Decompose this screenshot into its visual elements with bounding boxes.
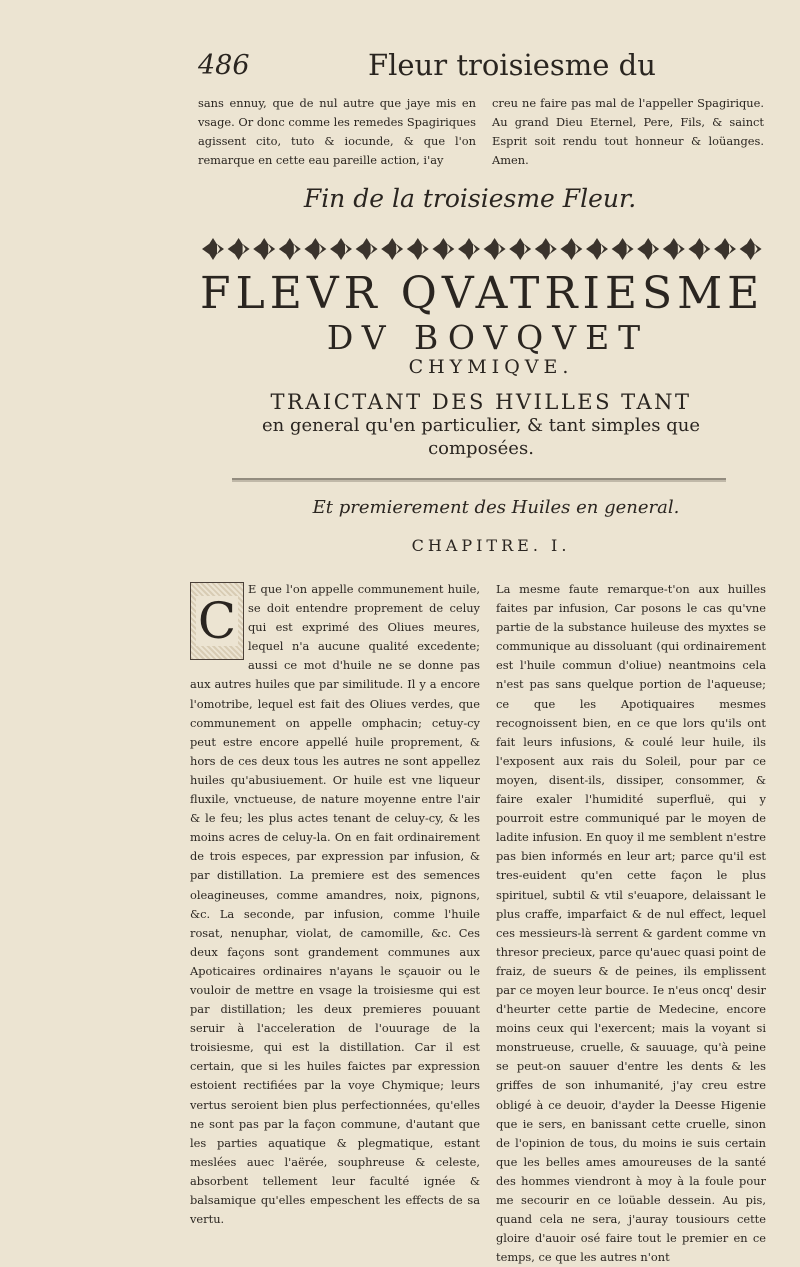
ornament-motif	[304, 238, 326, 260]
top-left-text: sans ennuy, que de nul autre que jaye mis en vsage. Or donc comme les remedes Spagiriques agissent cito, tuto & iocunde, & que l'on remarque en cette eau pareille action, i'ay	[198, 96, 476, 168]
ornament-band	[200, 234, 762, 264]
title-line-2: DV BOVQVET	[326, 318, 650, 357]
title-line-4: TRAICTANT DES HVILLES TANT	[270, 390, 692, 414]
ornament-motif	[356, 238, 378, 260]
ornament-motif	[586, 238, 608, 260]
ornament-motif	[535, 238, 557, 260]
ornament-motif	[253, 238, 275, 260]
body-left-column	[190, 580, 480, 1229]
top-right-column	[492, 94, 764, 170]
section-subtitle: Et premierement des Huiles en general.	[312, 497, 680, 518]
ornament-motif	[202, 238, 224, 260]
ornament-motif	[432, 238, 454, 260]
drop-cap	[190, 582, 244, 660]
top-left-column	[198, 94, 476, 170]
chapter-heading: CHAPITRE. I.	[411, 536, 571, 555]
ornament-motif	[279, 238, 301, 260]
running-title: Fleur troisiesme du	[368, 48, 656, 82]
body-right-column	[496, 580, 766, 1267]
title-line-1: FLEVR QVATRIESME	[200, 268, 765, 319]
ornament-motif	[509, 238, 531, 260]
ornament-motif	[484, 238, 506, 260]
ornament-motif	[330, 238, 352, 260]
ornament-motif	[612, 238, 634, 260]
ornament-motif	[381, 238, 403, 260]
ornament-motif	[637, 238, 659, 260]
ornament-motif	[714, 238, 736, 260]
separator-rule	[232, 478, 726, 482]
ornament-motif	[560, 238, 582, 260]
ornament-motif	[688, 238, 710, 260]
ornament-motif	[407, 238, 429, 260]
drop-cap-letter: C	[197, 592, 237, 650]
title-line-3: CHYMIQVE.	[408, 356, 574, 378]
body-right-text: La mesme faute remarque-t'on aux huilles faites par infusion, Car posons le cas qu'vne partie de la substance huileuse des myxtes se communique au dissoluant (qui ordinairement est l'huile commun d'oliue) neantmoins cela n'est pas sans quelque portion de l'aqueuse; ce que les Apotiquaires mesmes recognoissent bien, en ce que lors qu'ils ont fait leurs infusions, & coulé leur huile, ils l'exposent aux rais du Soleil, pour par ce moyen, disent-ils, dissiper, consommer, & faire exaler l'humidité superfluë, qui y pourroit estre communiqué par le moyen de ladite infusion. En quoy il me semblent n'estre pas bien informés en leur art; parce qu'il est tres-euident qu'en cette façon le plus spirituel, subtil & vtil s'euapore, delaissant le plus craffe, imparfaict & de nul effect, lequel ces messieurs-là serrent & gardent comme vn thresor precieux, parce qu'auec quasi point de fraiz, de sueurs & de peines, ils emplissent par ce moyen leur bource. Ie n'eus oncq' desir d'heurter cette partie de Medecine, encore moins ceux qui l'exercent; mais la voyant si monstrueuse, cruelle, & sauuage, qu'à peine se peut-on sauuer d'entre les dents & les griffes de son inhumanité, j'ay creu estre obligé à ce deuoir, d'ayder la Deesse Higenie que ie sers, en banissant cette cruelle, sinon de l'opinion de tous, du moins ie suis certain que les belles ames amoureuses de la santé des hommes viendront à moy à la foule pour me secourir en ce loüable dessein. Au pis, quand cela ne sera, j'auray tousiours cette gloire d'auoir osé faire tout le premier en ce temps, ce que les autres n'ont	[496, 582, 766, 1265]
page-number: 486	[198, 50, 250, 81]
top-right-text: creu ne faire pas mal de l'appeller Spagirique. Au grand Dieu Eternel, Pere, Fils, & sainct Esprit soit rendu tout honneur & loüanges. Amen.	[492, 96, 764, 168]
title-line-5: en general qu'en particulier, & tant simples que composées.	[262, 415, 700, 459]
ornament-motif	[458, 238, 480, 260]
ornament-motif	[740, 238, 762, 260]
body-left-text: E que l'on appelle communement huile, se doit entendre proprement de celuy qui est exprimé des Oliues meures, lequel n'a aucune qualité excedente; aussi ce mot d'huile ne se donne pas aux autres huiles que par similitude. Il y a encore l'omotribe, lequel est fait des Oliues verdes, que communement on appelle omphacin; cetuy-cy peut estre encore appellé huile proprement, & hors de ces deux tous les autres ne sont appellez huiles qu'abusiuement. Or huile est vne liqueur fluxile, vnctueuse, de nature moyenne entre l'air & le feu; les plus actes tenant de celuy-cy, & les moins acres de celuy-la. On en fait ordinairement de trois especes, par expression par infusion, & par distillation. La premiere est des semences oleagineuses, comme amandres, noix, pignons, &c. La seconde, par infusion, comme l'huile rosat, nenuphar, violat, de camomille, &c. Ces deux façons sont grandement communes aux Apoticaires ordinaires n'ayans le sçauoir ou le vouloir de mettre en vsage la troisiesme qui est par distillation; les deux premieres pouuant seruir à l'acceleration de l'ouurage de la troisiesme, qui est la distillation. Car il est certain, que si les huiles faictes par expression estoient rectifiées par la voye Chymique; leurs vertus seroient bien plus perfectionnées, qu'elles ne sont pas par la façon commune, d'autant que les parties aquatique & plegmatique, estant meslées auec l'aërée, souphreuse & celeste, absorbent tellement leur faculté ignée & balsamique qu'elles empeschent les effects de sa vertu.	[190, 582, 480, 1227]
end-of-third-flower: Fin de la troisiesme Fleur.	[303, 184, 637, 213]
ornament-motif	[663, 238, 685, 260]
ornament-motif	[228, 238, 250, 260]
